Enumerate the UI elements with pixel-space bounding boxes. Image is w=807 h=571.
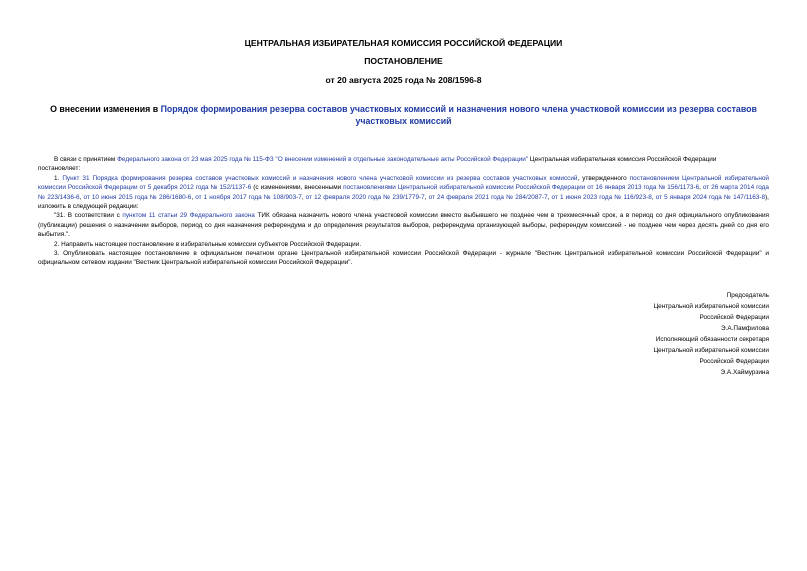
federal-law-link[interactable]: Федерального закона от 23 мая 2025 года № 115-ФЗ "О внесении изменений в отдельные законодательные акты Российской Федерации" <box>117 156 529 163</box>
preamble-paragraph <box>38 155 769 164</box>
signature-block <box>569 290 769 378</box>
chair-org-line-1: Центральной избирательной комиссии <box>653 303 769 310</box>
separator: , <box>301 193 306 201</box>
item-3-paragraph: 3. Опубликовать настоящее постановление в официальном печатном органе Центральной избирательной комиссии Российской Федерации - журнале "Вестник Центральной избирательной комиссии Российской Федерации" и официальном сетевом издании "Вестник Центральной избирательной комиссии Российской Федерации". <box>38 250 769 267</box>
chair-title: Председатель <box>726 292 769 299</box>
resolution-2017-link[interactable]: от 1 ноября 2017 года № 108/903-7 <box>195 193 302 201</box>
paragraph-31-link[interactable]: Пункт 31 Порядка формирования резерва составов участковых комиссий и назначения нового члена участковой комиссии из резерва составов участковых комиссий <box>62 174 578 182</box>
chair-org-line-2: Российской Федерации <box>699 314 769 321</box>
separator: , <box>547 193 552 201</box>
separator: , <box>651 193 656 201</box>
item-1-text: ), изложить в следующей редакции: <box>38 193 769 211</box>
separator: , <box>191 193 196 201</box>
secretary-org-line-2: Российской Федерации <box>699 358 769 365</box>
resolution-2012-link[interactable]: постановлением Центральной избирательной комиссии Российской Федерации от 5 декабря 2012 года № 152/1137-6 <box>38 174 770 192</box>
document-date-number: от 20 августа 2025 года № 208/1596-8 <box>325 75 482 85</box>
item-2-paragraph: 2. Направить настоящее постановление в избирательные комиссии субъектов Российской Федерации. <box>54 240 362 248</box>
item-1-number: 1. <box>54 174 63 182</box>
separator: , <box>79 193 84 201</box>
resolution-2015-link[interactable]: от 10 июня 2015 года № 286/1680-6 <box>83 193 192 201</box>
secretary-title: Исполняющий обязанности секретаря <box>655 336 769 343</box>
secretary-name: Э.А.Хаймурзина <box>720 369 769 376</box>
title-procedure-link[interactable]: Порядок формирования резерва составов участковых комиссий и назначения нового члена участковой комиссии из резерва составов участковых комиссий <box>160 104 757 126</box>
separator: , <box>699 184 703 192</box>
quote-text-2: ТИК обязана назначить нового члена участковой комиссии вместо выбывшего не позднее чем в трехмесячный срок, а в период со дня официального опубликования (публикации) решения о назначении выборов, период со дня назначения референдума и до определения результатов выборов, референдума организующей выборы, референдум комиссией - не позднее чем через десять дней со дня его выбытия.". <box>38 212 769 239</box>
document-title <box>40 104 767 127</box>
federal-law-article-link[interactable]: пунктом 11 статьи 29 Федерального закона <box>122 212 255 220</box>
document-type: ПОСТАНОВЛЕНИЕ <box>364 56 443 66</box>
resolution-2014-link[interactable]: от 26 марта 2014 года № 223/1436-6 <box>38 184 769 201</box>
resolution-2013-link[interactable]: постановлениями Центральной избирательной комиссии Российской Федерации от 16 января 2013 года № 156/1173-6 <box>343 184 700 192</box>
resolution-2020-link[interactable]: от 12 февраля 2020 года № 239/1779-7 <box>305 193 425 201</box>
item-1-text: (с изменениями, внесенными <box>251 184 344 192</box>
item-1-paragraph <box>38 174 769 212</box>
item-1-text: , утвержденного <box>577 174 630 182</box>
document-body <box>38 155 769 268</box>
title-prefix: О внесении изменения в <box>50 104 161 114</box>
secretary-org-line-1: Центральной избирательной комиссии <box>653 347 769 354</box>
resolution-2023-link[interactable]: от 1 июня 2023 года № 116/923-8 <box>551 193 652 201</box>
resolution-2024-link[interactable]: от 5 января 2024 года № 147/1163-8 <box>655 193 766 201</box>
quote-text-1: "31. В соответствии с <box>54 212 123 220</box>
preamble-text-2: Центральная избирательная комиссия Российской Федерации <box>528 156 717 163</box>
resolution-2021-link[interactable]: от 24 февраля 2021 года № 284/2087-7 <box>428 193 548 201</box>
issuing-organization: ЦЕНТРАЛЬНАЯ ИЗБИРАТЕЛЬНАЯ КОМИССИЯ РОССИЙСКОЙ ФЕДЕРАЦИИ <box>244 38 563 48</box>
separator: , <box>424 193 429 201</box>
preamble-text-1: В связи с принятием <box>54 156 118 163</box>
chair-name: Э.А.Памфилова <box>720 325 769 332</box>
quoted-paragraph-31 <box>38 211 769 239</box>
decree-word: постановляет: <box>38 165 81 173</box>
